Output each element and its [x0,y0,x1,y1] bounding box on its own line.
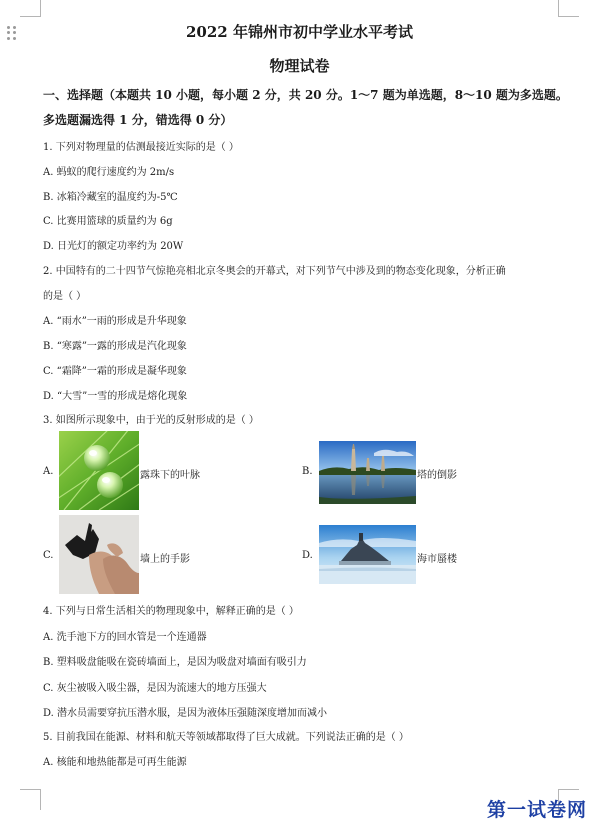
q2-option-d: D. “大雪”一雪的形成是熔化现象 [43,391,188,402]
q1-option-a: A. 蚂蚁的爬行速度约为 2m/s [43,167,175,178]
section-heading-line-2: 多选题漏选得 1 分，错选得 0 分） [43,113,233,127]
q1-option-d: D. 日光灯的额定功率约为 20W [43,241,184,252]
q3-option-b-letter: B. [302,466,313,477]
leaf-dewdrop-image [59,431,139,510]
document-title: 2022 年锦州市初中学业水平考试 [186,23,413,41]
q4-stem: 4. 下列与日常生活相关的物理现象中，解释正确的是（ ） [43,606,299,617]
q3-option-a-letter: A. [43,466,54,477]
mirage-image [319,525,416,584]
site-watermark: 第一试卷网 [487,799,588,821]
q4-option-b: B. 塑料吸盘能吸在瓷砖墙面上，是因为吸盘对墙面有吸引力 [43,657,307,668]
q4-option-d: D. 潜水员需要穿抗压潜水服，是因为液体压强随深度增加而减小 [43,708,328,719]
q1-option-c: C. 比赛用篮球的质量约为 6g [43,216,173,227]
crop-mark-top-left [20,0,41,17]
q2-stem-line-1: 2. 中国特有的二十四节气惊艳亮相北京冬奥会的开幕式，对下列节气中涉及到的物态变化现象，分析正确 [43,266,506,277]
q2-stem-line-2: 的是（ ） [43,291,87,302]
q3-stem: 3. 如图所示现象中，由于光的反射形成的是（ ） [43,415,259,426]
q4-option-a: A. 洗手池下方的回水管是一个连通器 [43,632,207,643]
q3-option-c-caption: 墙上的手影 [140,554,190,565]
q2-option-c: C. “霜降”一霜的形成是凝华现象 [43,366,187,377]
q4-option-c: C. 灰尘被吸入吸尘器，是因为流速大的地方压强大 [43,683,267,694]
q5-option-a: A. 核能和地热能都是可再生能源 [43,757,187,768]
q5-stem: 5. 目前我国在能源、材料和航天等领域都取得了巨大成就。下列说法正确的是（ ） [43,732,409,743]
crop-mark-bottom-left [20,789,41,810]
q1-stem: 1. 下列对物理量的估测最接近实际的是（ ） [43,142,239,153]
document-subtitle: 物理试卷 [269,57,330,75]
q3-option-c-letter: C. [43,550,54,561]
crop-mark-top-right [558,0,579,17]
q3-option-d-letter: D. [302,550,313,561]
pagoda-reflection-image [319,441,416,504]
q3-option-d-caption: 海市蜃楼 [417,554,457,565]
q1-option-b: B. 冰箱冷藏室的温度约为-5℃ [43,192,178,203]
q2-option-a: A. “雨水”一雨的形成是升华现象 [43,316,187,327]
q3-option-b-caption: 塔的倒影 [417,470,457,481]
q3-option-a-caption: 露珠下的叶脉 [140,470,200,481]
section-heading-line-1: 一、选择题（本题共 10 小题，每小题 2 分，共 20 分。1～7 题为单选题，8～10 题为多选题。 [43,88,568,102]
q2-option-b: B. “寒露”一露的形成是汽化现象 [43,341,187,352]
hand-shadow-image [59,515,139,594]
